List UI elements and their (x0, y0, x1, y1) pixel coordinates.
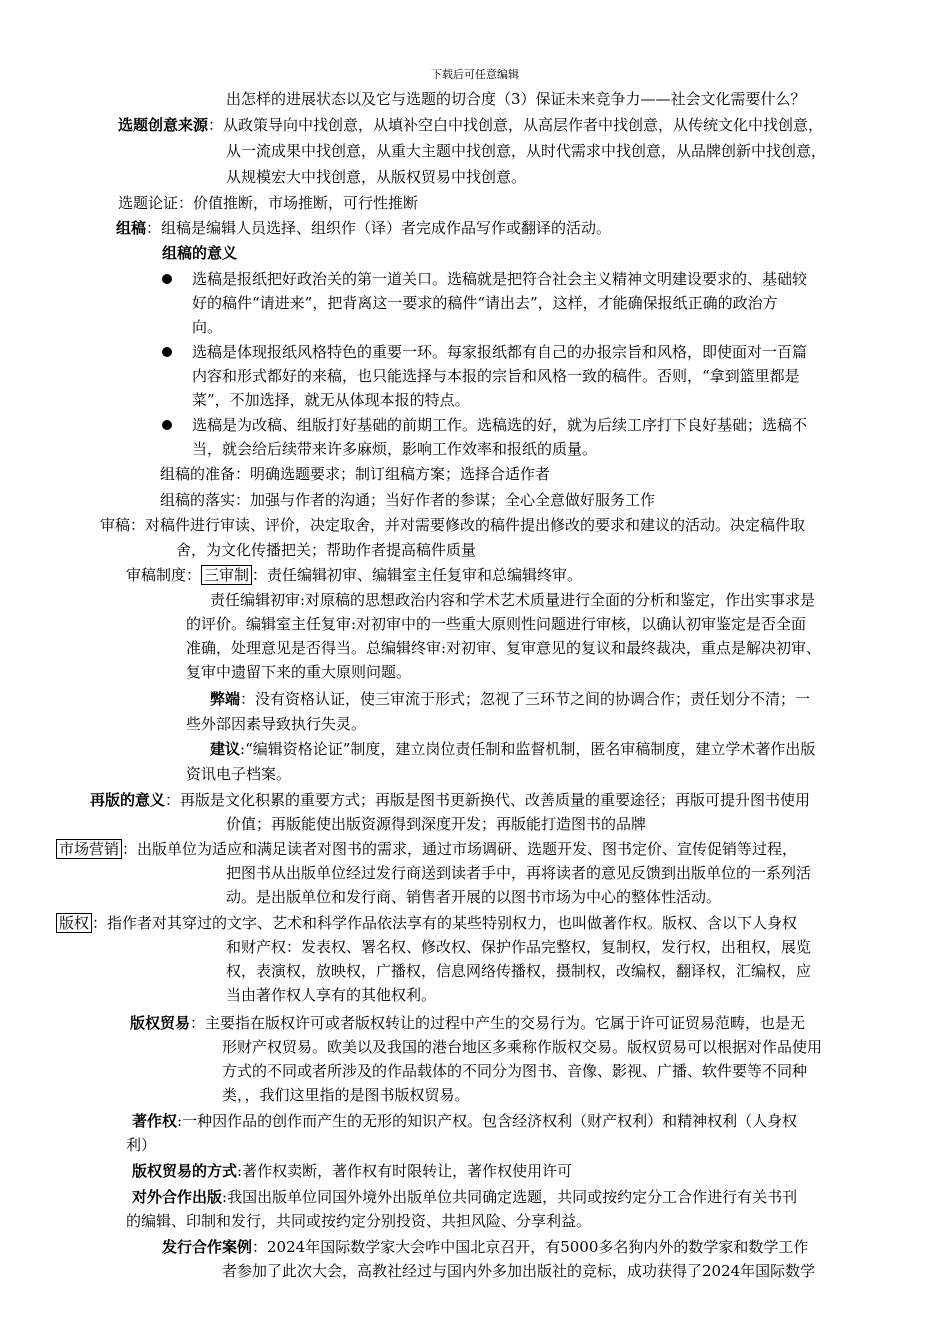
text-line (222, 1036, 822, 1058)
text-line (192, 438, 597, 460)
text-line (186, 713, 366, 735)
text-line (126, 564, 582, 586)
line-text: 权，表演权，放映权，广播权，信息网络传播权，摄制权，改编权，翻译权，汇编权，应 (226, 962, 812, 980)
text-line (192, 414, 807, 436)
term-label: 著作权 (132, 1112, 178, 1130)
text-line (100, 514, 805, 536)
line-text: 菜”，不加选择，就无从体现本报的特点。 (192, 391, 470, 409)
text-line (192, 316, 222, 338)
text-line (192, 341, 807, 363)
line-text: 形财产权贸易。欧美以及我国的港台地区多乘称作版权交易。版权贸易可以根据对作品使用 (222, 1038, 823, 1056)
text-line (56, 838, 797, 860)
text-line (226, 960, 811, 982)
term-label: 再版的意义 (90, 791, 166, 809)
text-line (226, 886, 721, 908)
line-text: 选稿是报纸把好政治关的第一道关口。选稿就是把符合社会主义精神文明建设要求的、基础较 (192, 270, 808, 288)
text-line (226, 140, 826, 162)
boxed-term: 市场营销 (56, 839, 122, 859)
term-label: 版权贸易 (130, 1014, 191, 1032)
text-line (132, 1186, 797, 1208)
term-label: 对外合作出版 (132, 1188, 223, 1206)
line-text: ：出版单位为适应和满足读者对图书的需求，通过市场调研、选题开发、图书定价、宣传促销等过程， (122, 840, 798, 858)
text-line (126, 1134, 156, 1156)
text-line (192, 268, 807, 290)
text-line (162, 1236, 808, 1258)
line-text: ：组稿是编辑人员选择、组织作（译）者完成作品写作或翻译的活动。 (146, 219, 612, 237)
text-line (186, 637, 821, 659)
text-line (226, 813, 646, 835)
text-line (130, 1012, 805, 1034)
line-text: :著作权卖断，著作权有时限转让，著作权使用许可 (237, 1162, 573, 1180)
line-text: 审稿：对稿件进行审读、评价，决定取舍，并对需要修改的稿件提出修改的要求和建议的活动。决定稿件取 (100, 516, 806, 534)
line-text: ：2024年国际数学家大会咋中国北京召开，有5000多名狗内外的数学家和数学工作 (252, 1238, 809, 1256)
line-text: ：再版是文化积累的重要方式；再版是图书更新换代、改善质量的重要途径；再版可提升图书使用 (165, 791, 811, 809)
line-text: 当，就会给后续带来许多麻烦，影响工作效率和报纸的质量。 (192, 440, 598, 458)
line-text: ：主要指在版权许可或者版权转让的过程中产生的交易行为。它属于许可证贸易范畴，也是无 (190, 1014, 806, 1032)
term-label: 组稿的意义 (162, 244, 238, 262)
line-text: 资讯电子档案。 (186, 765, 292, 783)
text-line (192, 365, 800, 387)
text-line (118, 114, 823, 136)
line-text: 的评价。编辑室主任复审:对初审中的一些重大原则性问题进行审核，以确认初审鉴定是否全面 (186, 615, 807, 633)
text-line (118, 192, 418, 214)
text-line (222, 1260, 815, 1282)
line-text: ：从政策导向中找创意，从填补空白中找创意，从高层作者中找创意，从传统文化中找创意， (208, 116, 824, 134)
line-text: 选稿是体现报纸风格特色的重要一环。每家报纸都有自己的办报宗旨和风格，即使面对一百篇 (192, 343, 808, 361)
line-text: 当由著作权人享有的其他权利。 (226, 986, 437, 1004)
term-label: 弊端 (210, 690, 241, 708)
term-label: 发行合作案例 (162, 1238, 253, 1256)
line-text: 些外部因素导致执行失灵。 (186, 715, 367, 733)
text-line (132, 1110, 797, 1132)
text-line (222, 1084, 470, 1106)
text-line (210, 738, 815, 760)
line-text: 利） (126, 1136, 157, 1154)
line-text: :一种因作品的创作而产生的无形的知识产权。包含经济权利（财产权利）和精神权利（人身权 (177, 1112, 798, 1130)
boxed-term: 版权 (56, 913, 92, 933)
line-text: ：没有资格认证，使三审流于形式；忽视了三环节之间的协调合作；责任划分不清；一 (240, 690, 811, 708)
line-text: 出怎样的进展状态以及它与选题的切合度（3）保证未来竞争力——社会文化需要什么？ (226, 90, 806, 108)
text-line (210, 589, 815, 611)
line-text: 内容和形式都好的来稿，也只能选择与本报的宗旨和风格一致的稿件。否则，“拿到篮里都是 (192, 367, 800, 385)
bullet-icon (162, 420, 172, 430)
text-line (186, 763, 291, 785)
text-line (186, 661, 411, 683)
line-text: 审稿制度： (126, 566, 202, 584)
line-text: 舍，为文化传播把关；帮助作者提高稿件质量 (176, 541, 477, 559)
text-line (222, 1060, 807, 1082)
line-text: 向。 (192, 318, 223, 336)
bullet-icon (162, 347, 172, 357)
bullet-icon (162, 274, 172, 284)
line-text: 把图书从出版单位经过发行商送到读者手中，再将读者的意见反馈到出版单位的一系列活 (226, 864, 812, 882)
boxed-term: 三审制 (201, 565, 252, 585)
line-text: :“编辑资格论证”制度，建立岗位责任制和监督机制，匿名审稿制度，建立学术著作出版 (240, 740, 816, 758)
page-header: 下载后可任意编辑 (431, 68, 519, 81)
text-line (132, 1160, 572, 1182)
line-text: 准确，处理意见是否得当。总编辑终审:对初审、复审意见的复议和最终裁决，重点是解决初审、 (186, 639, 822, 657)
text-line (226, 936, 811, 958)
line-text: 选稿是为改稿、组版打好基础的前期工作。选稿选的好，就为后续工序打下良好基础；选稿不 (192, 416, 808, 434)
text-line (210, 688, 810, 710)
line-text: 的编辑、印制和发行，共同或按约定分别投资、共担风险、分享利益。 (126, 1212, 592, 1230)
text-line (126, 1210, 591, 1232)
line-text: 者参加了此次大会，高教社经过与国内外多加出版社的竞标，成功获得了2024年国际数学 (222, 1262, 816, 1280)
text-line (176, 539, 476, 561)
line-text: 组稿的落实：加强与作者的沟通；当好作者的参谋；全心全意做好服务工作 (160, 491, 656, 509)
term-label: 选题创意来源 (118, 116, 209, 134)
text-line (162, 242, 237, 264)
text-line (116, 217, 611, 239)
text-line (56, 912, 797, 934)
term-label: 组稿 (116, 219, 147, 237)
text-line (90, 789, 810, 811)
line-text: 从一流成果中找创意，从重大主题中找创意，从时代需求中找创意，从品牌创新中找创意， (226, 142, 827, 160)
text-line (226, 166, 526, 188)
line-text: 价值；再版能使出版资源得到深度开发；再版能打造图书的品牌 (226, 815, 647, 833)
text-line (160, 463, 550, 485)
line-text: ：责任编辑初审、编辑室主任复审和总编辑终审。 (252, 566, 583, 584)
text-line (192, 389, 470, 411)
line-text: 动。是出版单位和发行商、销售者开展的以图书市场为中心的整体性活动。 (226, 888, 722, 906)
text-line (226, 88, 806, 110)
line-text: 复审中遗留下来的重大原则问题。 (186, 663, 412, 681)
term-label: 版权贸易的方式 (132, 1162, 238, 1180)
line-text: 组稿的准备：明确选题要求；制订组稿方案；选择合适作者 (160, 465, 551, 483)
line-text: 选题论证：价值推断，市场推断，可行性推断 (118, 194, 419, 212)
line-text: :我国出版单位同国外境外出版单位共同确定选题，共同或按约定分工合作进行有关书刊 (222, 1188, 798, 1206)
term-label: 建议 (210, 740, 241, 758)
line-text: 从规模宏大中找创意，从版权贸易中找创意。 (226, 168, 527, 186)
text-line (186, 613, 806, 635)
line-text: 责任编辑初审:对原稿的思想政治内容和学术艺术质量进行全面的分析和鉴定，作出实事求是 (210, 591, 816, 609)
text-line (160, 489, 655, 511)
line-text: 方式的不同或者所涉及的作品载体的不同分为图书、音像、影视、广播、软件要等不同种 (222, 1062, 808, 1080)
line-text: 和财产权：发表权、署名权、修改权、保护作品完整权，复制权，发行权，出租权，展览 (226, 938, 812, 956)
text-line (226, 862, 811, 884)
text-line (226, 984, 436, 1006)
line-text: 类，，我们这里指的是图书版权贸易。 (222, 1086, 470, 1104)
line-text: ：指作者对其穿过的文字、艺术和科学作品依法享有的某些特别权力，也叫做著作权。版权、含以下人身权 (92, 914, 798, 932)
text-line (192, 292, 778, 314)
line-text: 好的稿件“请进来”，把背离这一要求的稿件“请出去”，这样，才能确保报纸正确的政治方 (192, 294, 778, 312)
